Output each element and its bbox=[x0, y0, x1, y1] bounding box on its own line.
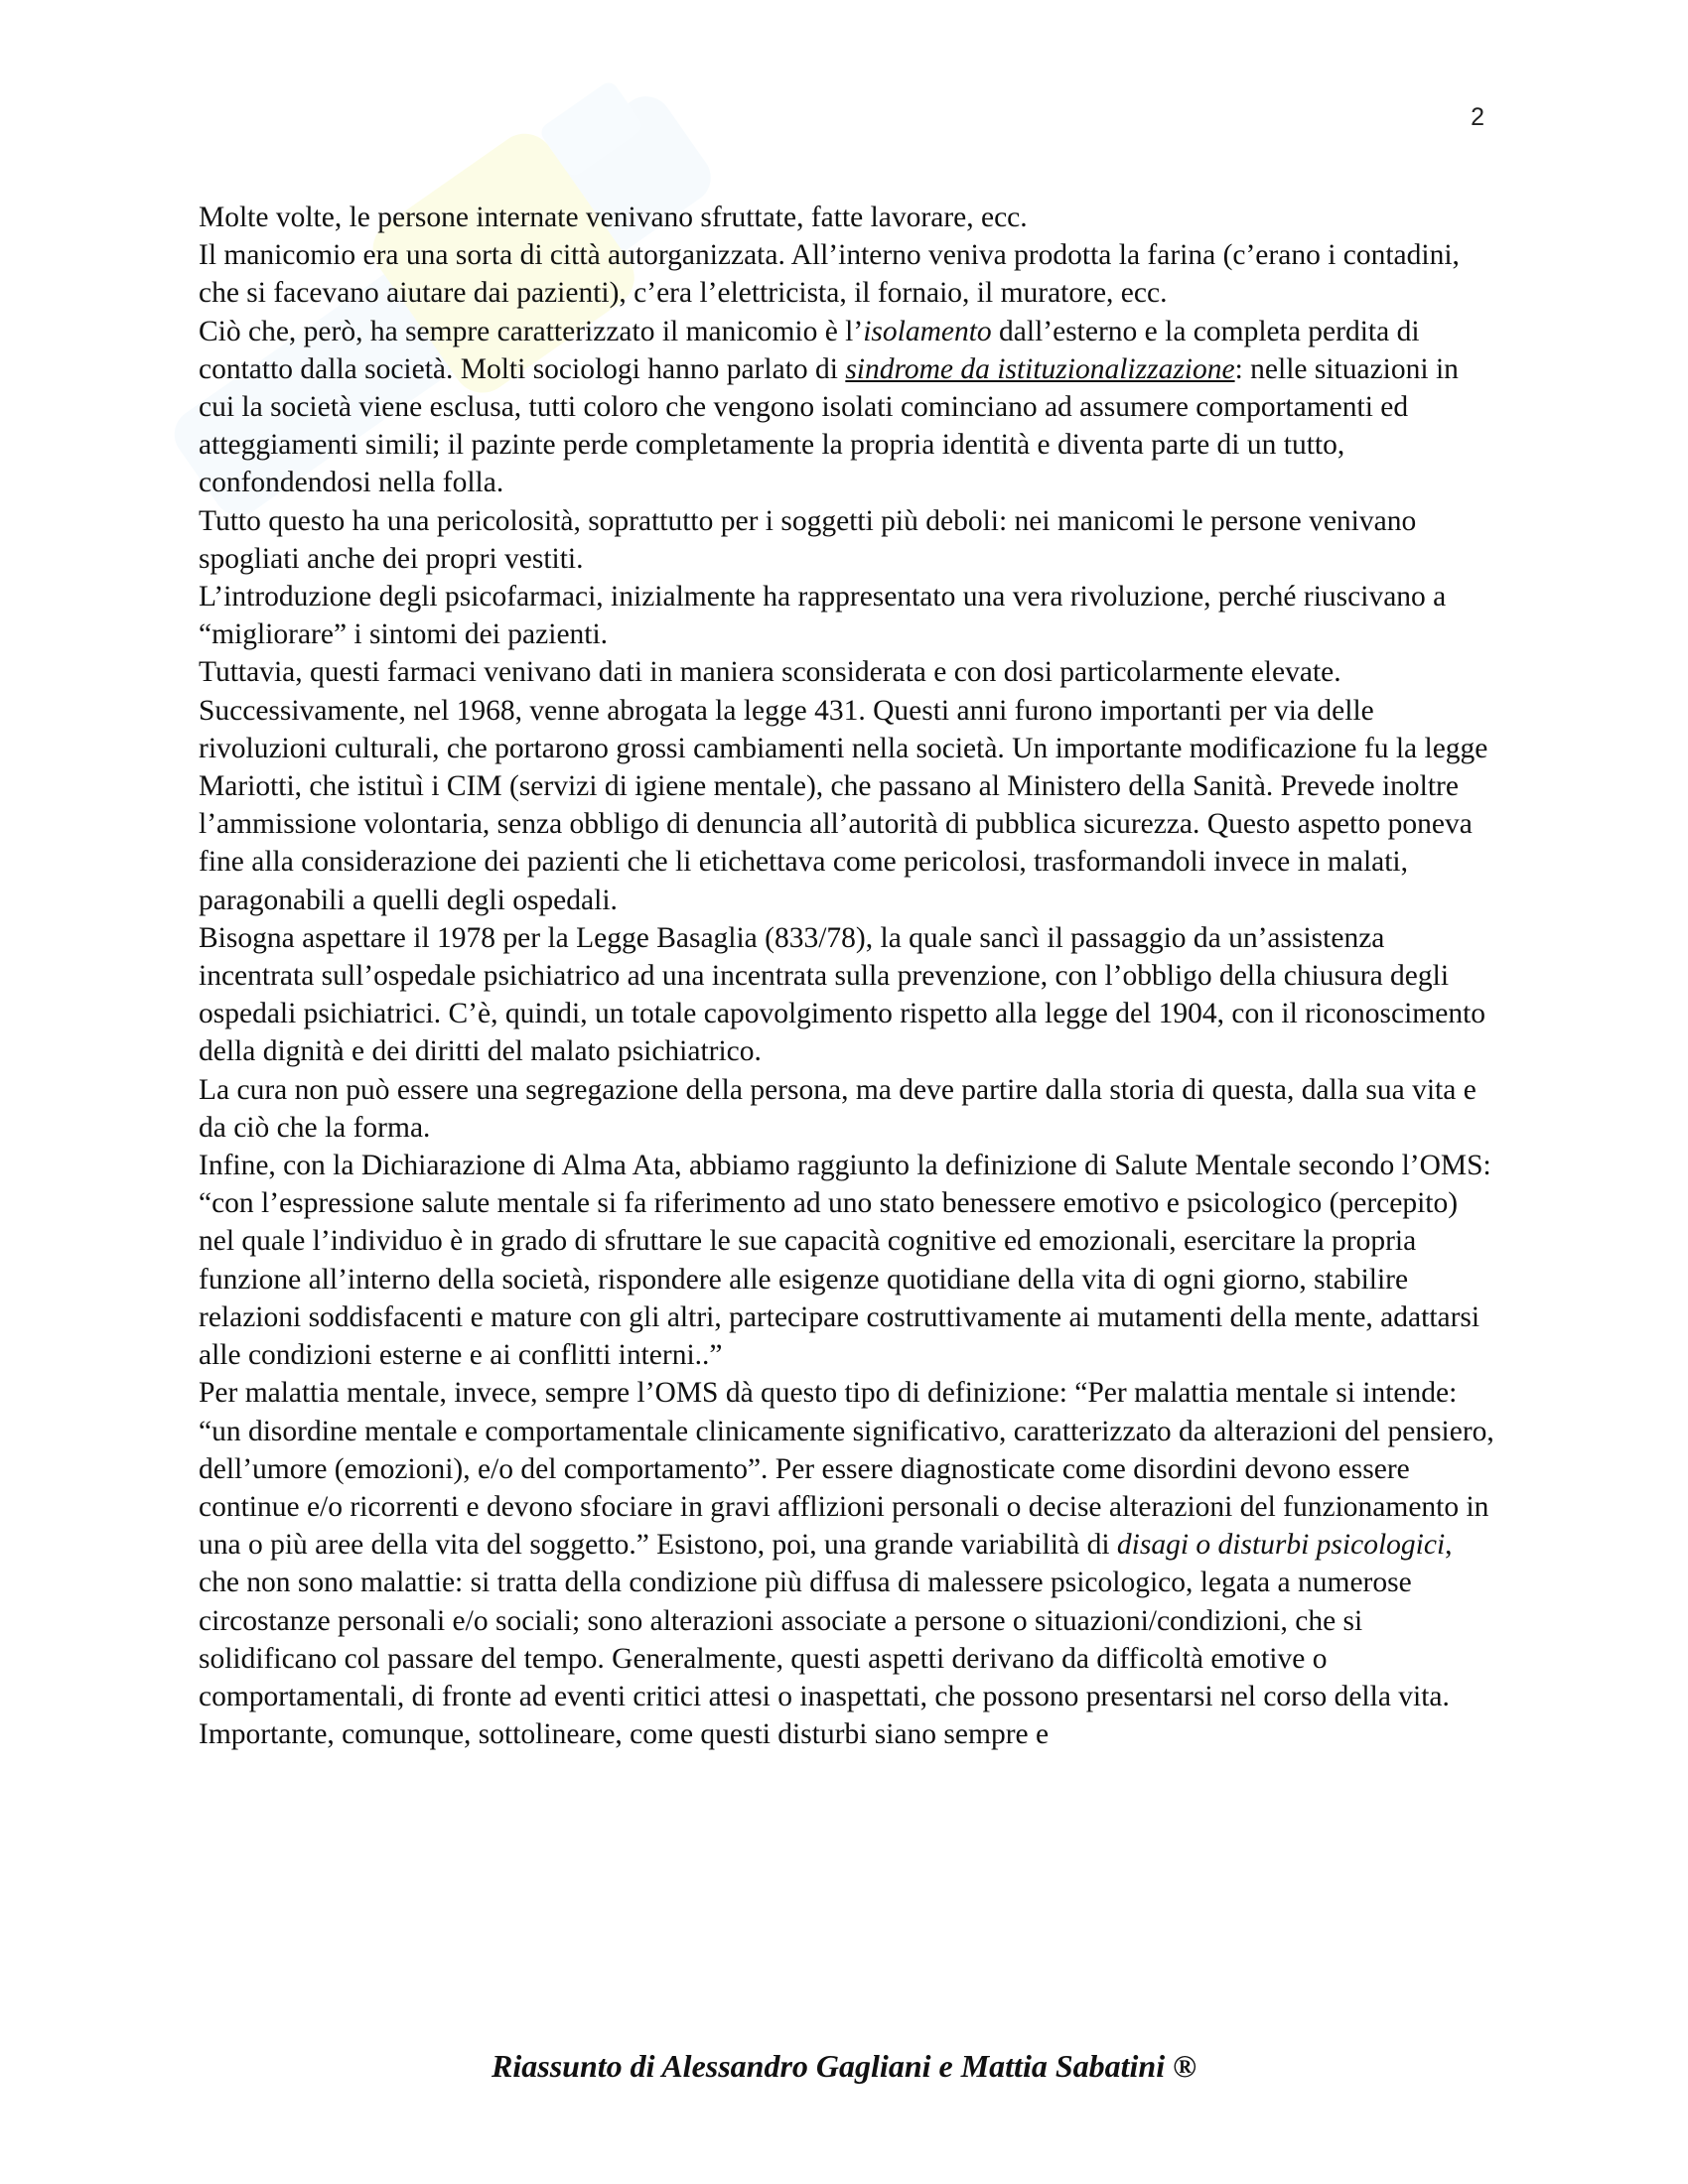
paragraph-8: Bisogna aspettare il 1978 per la Legge Basaglia (833/78), la quale sancì il passaggio da un’assistenza incentrata sull’ospedale psichiatrico ad una incentrata sulla prevenzione, con l’obbligo della chiusura degli ospedali psichiatrici. C’è, quindi, un totale capovolgimento rispetto alla legge del 1904, con il riconoscimento della dignità e dei diritti del malato psichiatrico. bbox=[199, 921, 1486, 1068]
emphasis-isolamento: isolamento bbox=[863, 315, 992, 347]
underlined-term: sindrome da istituzionalizzazione bbox=[845, 352, 1235, 385]
paragraph-2: Il manicomio era una sorta di città autorganizzata. All’interno veniva prodotta la farina (c’erano i contadini, che si facevano aiutare dai pazienti), c’era l’elettricista, il fornaio, il muratore, ecc. bbox=[199, 239, 1460, 310]
paragraph-10: Infine, con la Dichiarazione di Alma Ata, abbiamo raggiunto la definizione di Salute Mentale secondo l’OMS: “con l’espressione salute mentale si fa riferimento ad uno stato benessere emotivo e psicologico (percepito) nel quale l’individuo è in grado di sfruttare le sue capacità cognitive ed emozionali, esercitare la propria funzione all’interno della società, rispondere alle esigenze quotidiane della vita di ogni giorno, stabilire relazioni soddisfacenti e mature con gli altri, partecipare costruttivamente ai mutamenti della mente, adattarsi alle condizioni esterne e ai conflitti interni..” bbox=[199, 1150, 1491, 1372]
emphasis-disagi: disagi o disturbi psicologici bbox=[1116, 1529, 1446, 1562]
paragraph-4: Tutto questo ha una pericolosità, soprattutto per i soggetti più deboli: nei manicomi le persone venivano spogliati anche dei propri vestiti. bbox=[199, 504, 1417, 575]
footer-credit: Riassunto di Alessandro Gagliani e Mattia Sabatini ® bbox=[492, 2048, 1196, 2084]
paragraph-11: Per malattia mentale, invece, sempre l’OMS dà questo tipo di definizione: “Per malattia mentale si intende: “un disordine mentale e comportamentale clinicamente significativo, caratterizzato da alterazioni del pensiero, dell’umore (emozioni), e/o del comportamento”. Per essere diagnosticate come disordini devono essere continue e/o ricorrenti e devono sfociare in gravi afflizioni personali o decise alterazioni del funzionamento in una o più aree della vita del soggetto.” Esistono, poi, una grande variabilità di disagi o disturbi psicologici, che non sono malattie: si tratta della condizione più diffusa di malessere psicologico, legata a numerose circostanze personali e/o sociali; sono alterazioni associate a persone o situazioni/condizioni, che si solidificano col passare del tempo. Generalmente, questi aspetti derivano da difficoltà emotive o comportamentali, di fronte ad eventi critici attesi o inaspettati, che possono presentarsi nel corso della vita. Importante, comunque, sottolineare, come questi disturbi siano sempre e bbox=[199, 1377, 1494, 1751]
paragraph-7: Successivamente, nel 1968, venne abrogata la legge 431. Questi anni furono importanti per via delle rivoluzioni culturali, che portarono grossi cambiamenti nella società. Un importante modificazione fu la legge Mariotti, che istituì i CIM (servizi di igiene mentale), che passano al Ministero della Sanità. Prevede inoltre l’ammissione volontaria, senza obbligo di denuncia all’autorità di pubblica sicurezza. Questo aspetto poneva fine alla considerazione dei pazienti che li etichettava come pericolosi, trasformandoli invece in malati, paragonabili a quelli degli ospedali. bbox=[199, 694, 1488, 916]
paragraph-3: Ciò che, però, ha sempre caratterizzato il manicomio è l’isolamento dall’esterno e la completa perdita di contatto dalla società. Molti sociologi hanno parlato di sindrome da istituzionalizzazione: nelle situazioni in cui la società viene esclusa, tutti coloro che vengono isolati cominciano ad assumere comportamenti ed atteggiamenti simili; il pazinte perde completamente la propria identità e diventa parte di un tutto, confondendosi nella folla. bbox=[199, 315, 1459, 499]
paragraph-5: L’introduzione degli psicofarmaci, inizialmente ha rappresentato una vera rivoluzione, perché riuscivano a “migliorare” i sintomi dei pazienti. bbox=[199, 581, 1447, 651]
paragraph-9: La cura non può essere una segregazione della persona, ma deve partire dalla storia di questa, dalla sua vita e da ciò che la forma. bbox=[199, 1073, 1477, 1144]
page-number: 2 bbox=[1471, 103, 1484, 131]
paragraph-6: Tuttavia, questi farmaci venivano dati in maniera sconsiderata e con dosi particolarmente elevate. bbox=[199, 656, 1341, 689]
body-text bbox=[199, 199, 1499, 1753]
paragraph-1: Molte volte, le persone internate venivano sfruttate, fatte lavorare, ecc. bbox=[199, 202, 1028, 233]
